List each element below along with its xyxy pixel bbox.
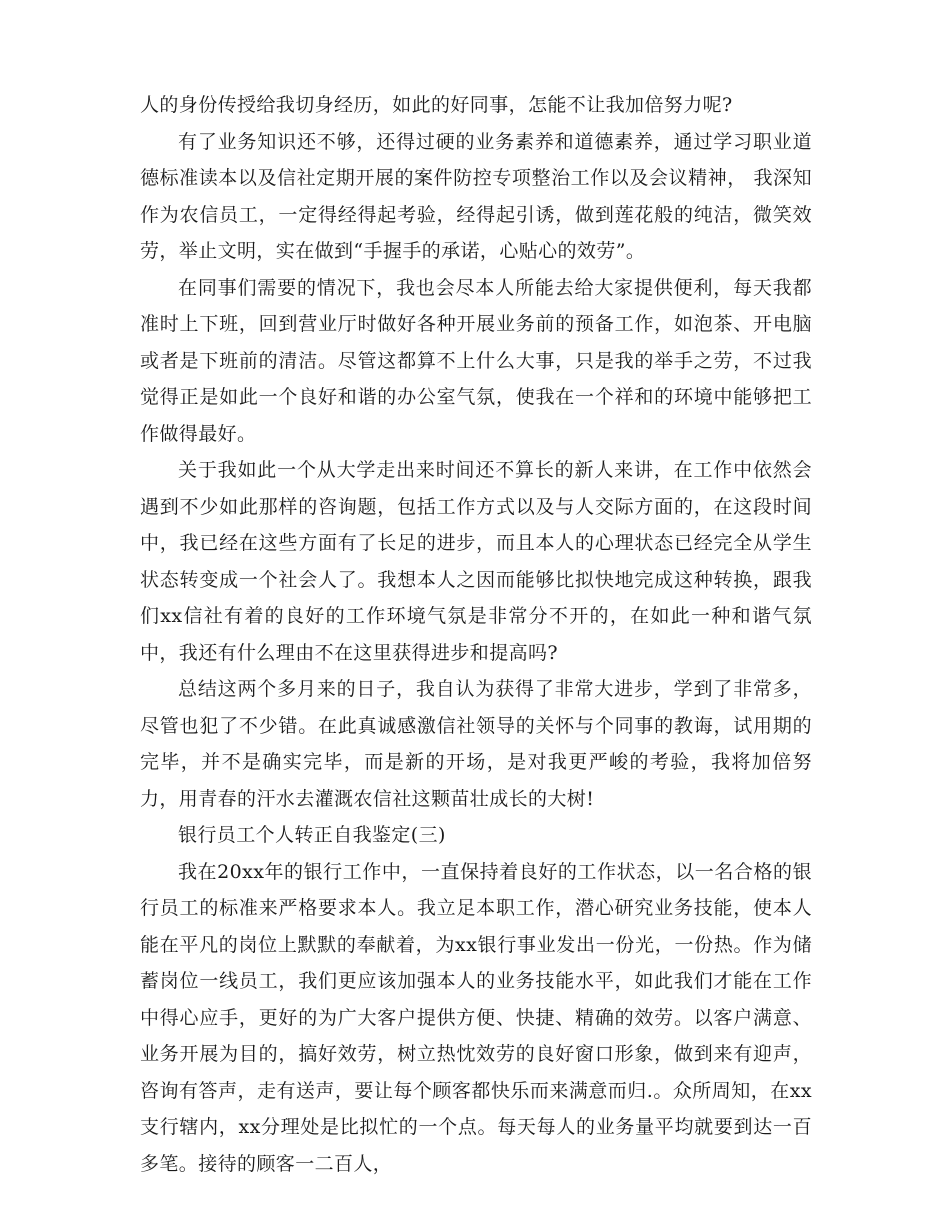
paragraph: 关于我如此一个从大学走出来时间还不算长的新人来讲，在工作中依然会遇到不少如此那样的咨询题，包括工作方式以及与人交际方面的，在这段时间中，我已经在这些方面有了长足的进步，而且本人的心理状态已经完全从学生状态转变成一个社会人了。我想本人之因而能够比拟快地完成这种转换，跟我们xx信社有着的良好的工作环境气氛是非常分不开的，在如此一种和谐气氛中，我还有什么理由不在这里获得进步和提高吗? [140,459,812,664]
section-heading: 银行员工个人转正自我鉴定(三) [178,824,446,846]
paragraph-continued: 人的身份传授给我切身经历，如此的好同事，怎能不让我加倍努力呢? [140,94,733,116]
paragraph: 我在20xx年的银行工作中，一直保持着良好的工作状态，以一名合格的银行员工的标准来严格要求本人。我立足本职工作，潜心研究业务技能，使本人能在平凡的岗位上默默的奉献着，为xx银行事业发出一份光，一份热。作为储蓄岗位一线员工，我们更应该加强本人的业务技能水平，如此我们才能在工作中得心应手，更好的为广大客户提供方便、快捷、精确的效劳。以客户满意、业务开展为目的，搞好效劳，树立热忱效劳的良好窗口形象，做到来有迎声，咨询有答声，走有送声，要让每个顾客都快乐而来满意而归.。众所周知，在xx支行辖内，xx分理处是比拟忙的一个点。每天每人的业务量平均就要到达一百多笔。接待的顾客一二百人， [140,860,812,1175]
paragraph: 有了业务知识还不够，还得过硬的业务素养和道德素养，通过学习职业道德标准读本以及信社定期开展的案件防控专项整治工作以及会议精神， 我深知作为农信员工，一定得经得起考验，经得起引诱，做到莲花般的纯洁，微笑效劳，举止文明，实在做到“手握手的承诺，心贴心的效劳”。 [140,130,812,262]
paragraph: 在同事们需要的情况下，我也会尽本人所能去给大家提供便利，每天我都准时上下班，回到营业厅时做好各种开展业务前的预备工作，如泡茶、开电脑或者是下班前的清洁。尽管这都算不上什么大事，只是我的举手之劳，不过我觉得正是如此一个良好和谐的办公室气氛，使我在一个祥和的环境中能够把工作做得最好。 [140,276,812,445]
document-body [140,87,812,1182]
paragraph: 总结这两个多月来的日子，我自认为获得了非常大进步，学到了非常多，尽管也犯了不少错。在此真诚感激信社领导的关怀与个同事的教诲，试用期的完毕，并不是确实完毕，而是新的开场，是对我更严峻的考验，我将加倍努力，用青春的汗水去灌溉农信社这颗苗壮成长的大树! [140,678,812,810]
